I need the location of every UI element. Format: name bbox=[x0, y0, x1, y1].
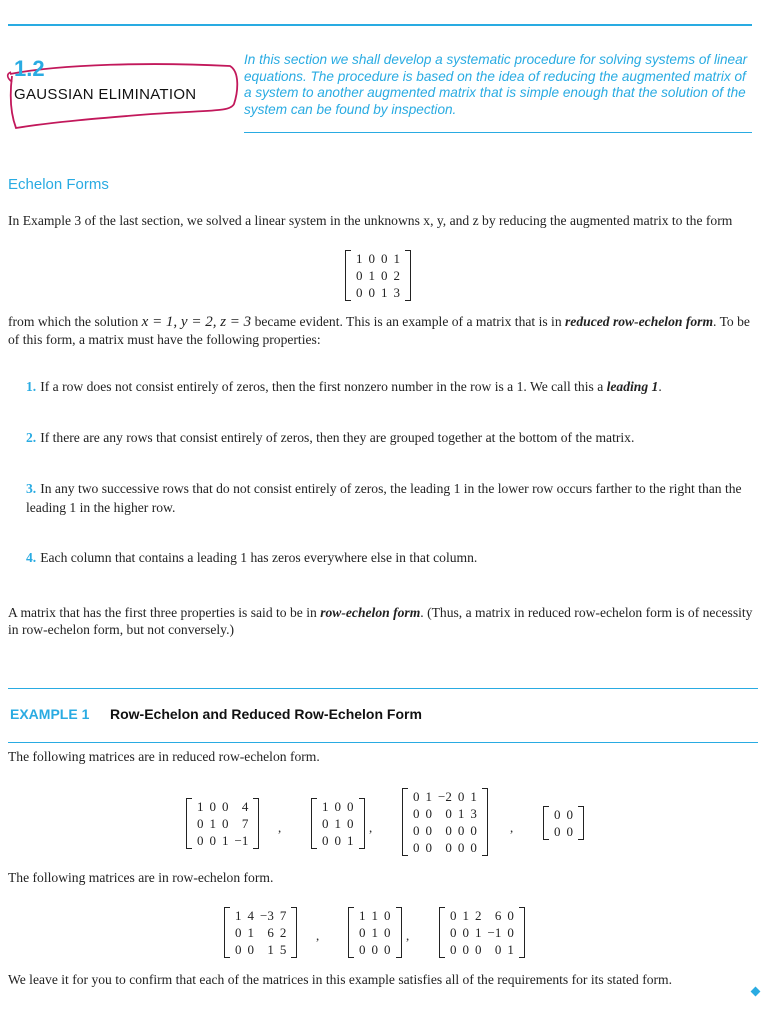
matrix-entry: 0 bbox=[413, 789, 420, 804]
matrix-row bbox=[356, 907, 394, 924]
left-bracket bbox=[348, 907, 354, 958]
matrix-entry: 0 bbox=[457, 789, 465, 804]
example-title: Row-Echelon and Reduced Row-Echelon Form bbox=[110, 706, 422, 722]
property-number: 2. bbox=[26, 430, 37, 445]
reduced-matrix-2 bbox=[311, 798, 365, 849]
paragraph-intro: In Example 3 of the last section, we solved a linear system in the unknowns x, y, and z by reducing the augmented matrix to the form bbox=[8, 213, 733, 228]
section-number: 1.2 bbox=[14, 56, 45, 81]
matrix-entry: 1 bbox=[359, 908, 366, 923]
right-bracket bbox=[578, 806, 584, 840]
matrix-entry: 1 bbox=[334, 816, 341, 831]
example-top-rule bbox=[8, 688, 758, 689]
matrix-entry: 1 bbox=[356, 251, 363, 266]
property-text: Each column that contains a leading 1 has zeros everywhere else in that column. bbox=[40, 550, 478, 565]
left-bracket bbox=[224, 907, 230, 958]
left-bracket bbox=[439, 907, 445, 958]
matrix-reduced-solution bbox=[345, 250, 411, 301]
para2-end: . To be of this form, a matrix must have the following properties: bbox=[8, 314, 750, 347]
matrix-entry: 0 bbox=[507, 925, 514, 940]
row-intro-text: The following matrices are in row-echelon form. bbox=[8, 870, 274, 885]
matrix-entry: 0 bbox=[450, 908, 457, 923]
matrix-entry: 0 bbox=[322, 833, 329, 848]
matrix-entry: 0 bbox=[457, 840, 465, 855]
matrix-entry: 0 bbox=[554, 807, 561, 822]
right-bracket bbox=[396, 907, 402, 958]
right-bracket bbox=[519, 907, 525, 958]
left-bracket bbox=[543, 806, 549, 840]
matrix-row bbox=[194, 798, 251, 815]
matrix-entry: 0 bbox=[470, 840, 477, 855]
matrix-grid bbox=[194, 798, 251, 849]
top-rule bbox=[8, 24, 752, 26]
reduced-intro-text: The following matrices are in reduced row-echelon form. bbox=[8, 749, 320, 764]
left-bracket bbox=[311, 798, 317, 849]
matrix-entry: −1 bbox=[487, 925, 502, 940]
reduced-matrix-1 bbox=[186, 798, 259, 849]
left-bracket bbox=[345, 250, 351, 301]
matrix-row bbox=[232, 941, 289, 958]
matrix-entry: 0 bbox=[381, 251, 388, 266]
right-bracket bbox=[359, 798, 365, 849]
matrix-entry: 1 bbox=[470, 789, 477, 804]
matrix-row bbox=[447, 924, 517, 941]
reduced-matrix-4 bbox=[543, 806, 584, 840]
matrix-grid bbox=[356, 907, 394, 958]
matrix-entry: 0 bbox=[566, 807, 573, 822]
matrix-entry: 0 bbox=[368, 285, 375, 300]
matrix-entry: 0 bbox=[450, 925, 457, 940]
para3-end: . (Thus, a matrix in reduced row-echelon form is of necessity in row-echelon form, but not conversely.) bbox=[8, 605, 753, 637]
para2-mid: became evident. This is an example of a matrix that is in bbox=[251, 314, 566, 329]
property-tail: . bbox=[658, 379, 662, 394]
matrix-entry: 5 bbox=[279, 942, 287, 957]
matrix-entry: 1 bbox=[462, 908, 469, 923]
echelon-forms-heading: Echelon Forms bbox=[8, 176, 109, 193]
matrix-entry: 1 bbox=[368, 268, 375, 283]
term-leading-1: leading 1 bbox=[606, 379, 659, 394]
matrix-entry: 0 bbox=[359, 925, 366, 940]
matrix-entry: 1 bbox=[247, 925, 254, 940]
matrix-row bbox=[232, 907, 289, 924]
matrix-entry: 0 bbox=[445, 823, 452, 838]
comma: , bbox=[369, 820, 373, 835]
matrix-entry: 0 bbox=[334, 799, 341, 814]
matrix-entry: 0 bbox=[356, 268, 363, 283]
matrix-row bbox=[194, 832, 251, 849]
closing-text: We leave it for you to confirm that each of the matrices in this example satisfies all of the requirements for its stated form. bbox=[8, 972, 673, 987]
matrix-entry: 6 bbox=[267, 925, 274, 940]
matrix-entry: 0 bbox=[322, 816, 329, 831]
matrix-entry: 0 bbox=[368, 251, 375, 266]
matrix-entry: 1 bbox=[425, 789, 432, 804]
matrix-entry: 3 bbox=[470, 806, 477, 821]
matrix-row bbox=[356, 941, 394, 958]
property-item-2 bbox=[26, 428, 758, 447]
matrix-entry: 0 bbox=[462, 942, 469, 957]
right-bracket bbox=[405, 250, 411, 301]
matrix-entry: 2 bbox=[475, 908, 482, 923]
comma: , bbox=[316, 928, 320, 943]
matrix-entry: 1 bbox=[267, 942, 274, 957]
matrix-entry: −2 bbox=[438, 789, 452, 804]
property-number: 4. bbox=[26, 550, 37, 565]
matrix-entry: 1 bbox=[209, 816, 216, 831]
matrix-row bbox=[194, 815, 251, 832]
matrix-entry: −3 bbox=[260, 908, 274, 923]
example-label: EXAMPLE 1 bbox=[10, 706, 90, 722]
matrix-row bbox=[319, 832, 357, 849]
matrix-entry: 0 bbox=[197, 833, 204, 848]
matrix-row bbox=[356, 924, 394, 941]
row-matrix-3 bbox=[439, 907, 525, 958]
matrix-entry: 1 bbox=[235, 908, 242, 923]
matrix-grid bbox=[353, 250, 403, 301]
matrix-entry: 0 bbox=[445, 840, 452, 855]
matrix-entry: 0 bbox=[197, 816, 204, 831]
matrix-entry: 0 bbox=[470, 823, 477, 838]
matrix-entry: 0 bbox=[371, 942, 378, 957]
left-bracket bbox=[186, 798, 192, 849]
property-item-3 bbox=[26, 479, 766, 517]
matrix-entry: 1 bbox=[475, 925, 482, 940]
matrix-row bbox=[447, 907, 517, 924]
matrix-entry: 0 bbox=[235, 942, 242, 957]
right-bracket bbox=[291, 907, 297, 958]
matrix-row bbox=[353, 250, 403, 267]
matrix-entry: 0 bbox=[384, 942, 391, 957]
section-intro: In this section we shall develop a systematic procedure for solving systems of linear equations. The procedure is based on the idea of reducing the augmented matrix of a system to another augmented matrix that is simple enough that the solution of the system can be found by inspection. bbox=[244, 52, 748, 117]
section-title: GAUSSIAN ELIMINATION bbox=[14, 86, 197, 103]
matrix-entry: 0 bbox=[347, 799, 354, 814]
matrix-entry: 1 bbox=[371, 925, 378, 940]
matrix-entry: 4 bbox=[241, 799, 249, 814]
matrix-entry: 1 bbox=[393, 251, 400, 266]
matrix-row bbox=[551, 823, 576, 840]
matrix-entry: 0 bbox=[347, 816, 354, 831]
matrix-entry: 0 bbox=[462, 925, 469, 940]
matrix-entry: 0 bbox=[384, 925, 391, 940]
matrix-entry: 0 bbox=[425, 806, 432, 821]
matrix-entry: 6 bbox=[494, 908, 502, 923]
matrix-entry: 1 bbox=[322, 799, 329, 814]
matrix-entry: 0 bbox=[450, 942, 457, 957]
matrix-row bbox=[447, 941, 517, 958]
matrix-row bbox=[551, 806, 576, 823]
property-text: If there are any rows that consist entirely of zeros, then they are grouped together at the bottom of the matrix. bbox=[40, 430, 635, 445]
matrix-entry: 0 bbox=[494, 942, 502, 957]
matrix-grid bbox=[319, 798, 357, 849]
comma: , bbox=[406, 928, 410, 943]
example-bottom-rule bbox=[8, 742, 758, 743]
matrix-grid bbox=[447, 907, 517, 958]
matrix-entry: 1 bbox=[222, 833, 229, 848]
matrix-entry: 0 bbox=[359, 942, 366, 957]
matrix-entry: 2 bbox=[279, 925, 287, 940]
matrix-entry: 0 bbox=[384, 908, 391, 923]
comma: , bbox=[278, 820, 282, 835]
left-bracket bbox=[402, 788, 408, 856]
comma: , bbox=[510, 820, 514, 835]
matrix-entry: 0 bbox=[475, 942, 482, 957]
matrix-entry: 0 bbox=[413, 840, 420, 855]
matrix-grid bbox=[551, 806, 576, 840]
matrix-grid bbox=[232, 907, 289, 958]
matrix-entry: 1 bbox=[197, 799, 204, 814]
paragraph-solution bbox=[8, 313, 760, 348]
matrix-entry: 0 bbox=[222, 816, 229, 831]
matrix-entry: 1 bbox=[371, 908, 378, 923]
matrix-entry: 1 bbox=[347, 833, 354, 848]
para2-start: from which the solution bbox=[8, 314, 142, 329]
matrix-entry: 4 bbox=[247, 908, 254, 923]
para3-start: A matrix that has the first three properties is said to be in bbox=[8, 605, 321, 620]
matrix-entry: −1 bbox=[234, 833, 249, 848]
property-number: 1. bbox=[26, 379, 37, 394]
matrix-entry: 0 bbox=[247, 942, 254, 957]
property-item-4 bbox=[26, 548, 758, 567]
matrix-entry: 0 bbox=[209, 833, 216, 848]
matrix-row bbox=[353, 284, 403, 301]
matrix-entry: 3 bbox=[393, 285, 400, 300]
property-item-1 bbox=[26, 377, 758, 396]
matrix-grid bbox=[410, 788, 480, 856]
matrix-entry: 0 bbox=[334, 833, 341, 848]
matrix-entry: 0 bbox=[445, 806, 452, 821]
matrix-row bbox=[410, 822, 480, 839]
matrix-row bbox=[319, 798, 357, 815]
matrix-entry: 7 bbox=[279, 908, 287, 923]
reduced-matrix-3 bbox=[402, 788, 488, 856]
matrix-entry: 0 bbox=[222, 799, 229, 814]
diamond-icon bbox=[751, 987, 761, 997]
property-number: 3. bbox=[26, 481, 37, 496]
matrix-entry: 0 bbox=[554, 824, 561, 839]
right-bracket bbox=[253, 798, 259, 849]
row-matrix-1 bbox=[224, 907, 297, 958]
matrix-row bbox=[410, 805, 480, 822]
matrix-row bbox=[410, 788, 480, 805]
term-row-echelon: row-echelon form bbox=[320, 605, 421, 620]
matrix-entry: 0 bbox=[356, 285, 363, 300]
matrix-entry: 0 bbox=[425, 840, 432, 855]
row-matrix-2 bbox=[348, 907, 402, 958]
solution-equation: x = 1, y = 2, z = 3 bbox=[141, 314, 252, 330]
right-bracket bbox=[482, 788, 488, 856]
matrix-entry: 0 bbox=[381, 268, 388, 283]
matrix-entry: 0 bbox=[413, 823, 420, 838]
matrix-row bbox=[353, 267, 403, 284]
term-reduced-row-echelon: reduced row-echelon form bbox=[565, 314, 714, 329]
property-text: If a row does not consist entirely of zeros, then the first nonzero number in the row is a 1. We call this a bbox=[40, 379, 607, 394]
matrix-entry: 0 bbox=[566, 824, 573, 839]
matrix-entry: 1 bbox=[381, 285, 388, 300]
matrix-entry: 1 bbox=[457, 806, 465, 821]
matrix-row bbox=[232, 924, 289, 941]
matrix-entry: 0 bbox=[457, 823, 465, 838]
matrix-entry: 0 bbox=[413, 806, 420, 821]
matrix-entry: 0 bbox=[209, 799, 216, 814]
matrix-entry: 0 bbox=[507, 908, 514, 923]
matrix-row bbox=[410, 839, 480, 856]
matrix-entry: 0 bbox=[425, 823, 432, 838]
matrix-entry: 7 bbox=[241, 816, 249, 831]
intro-rule bbox=[244, 132, 752, 133]
matrix-entry: 1 bbox=[507, 942, 514, 957]
matrix-entry: 0 bbox=[235, 925, 242, 940]
paragraph-row-echelon bbox=[8, 604, 760, 638]
matrix-entry: 2 bbox=[393, 268, 400, 283]
matrix-row bbox=[319, 815, 357, 832]
property-text: In any two successive rows that do not consist entirely of zeros, the leading 1 in the lower row occurs farther to the right than the leading 1 in the higher row. bbox=[26, 481, 742, 515]
